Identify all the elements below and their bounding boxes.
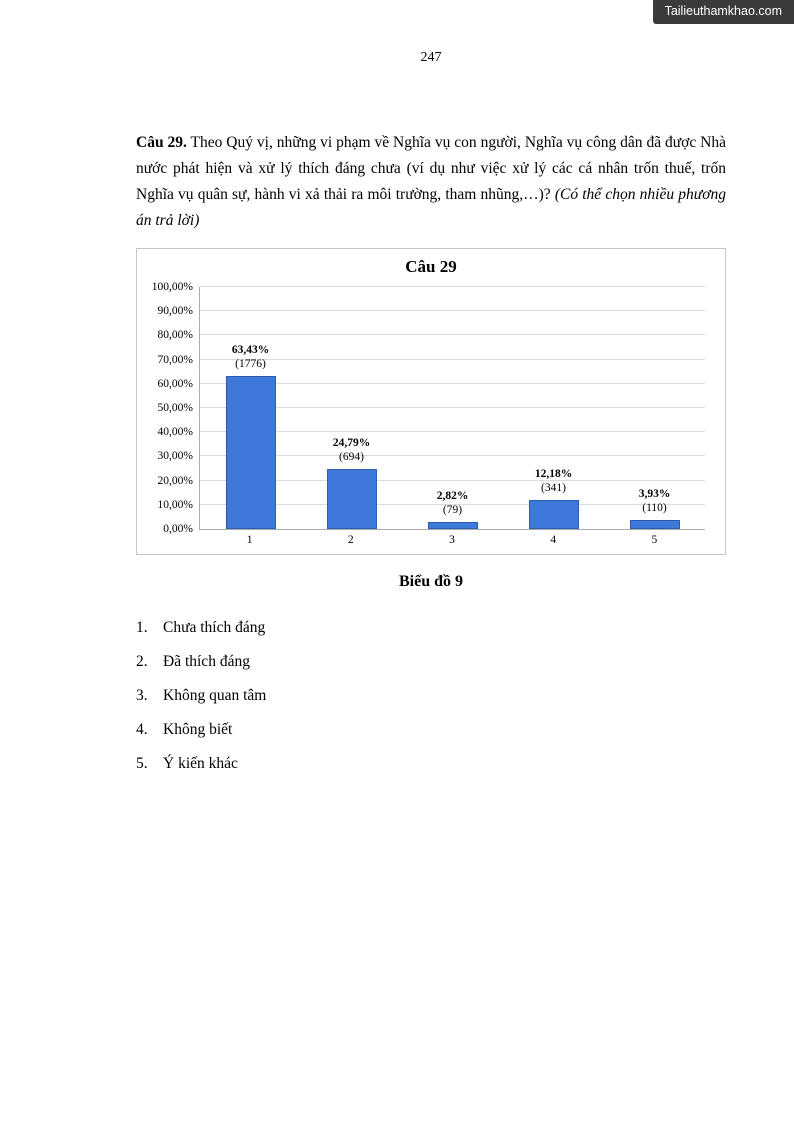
list-item (136, 713, 726, 747)
chart-caption: Biểu đồ 9 (398, 573, 463, 590)
bar-percent: 3,93% (638, 487, 671, 500)
bar-label (291, 436, 412, 464)
option-label: Không quan tâm (163, 687, 267, 704)
bar-count: (79) (442, 504, 463, 517)
chart-body (137, 281, 725, 546)
option-label: Đã thích đáng (163, 653, 250, 670)
bar-slot (503, 287, 604, 529)
bar-slot (301, 287, 402, 529)
bar (428, 522, 478, 529)
x-tick-label: 3 (449, 534, 455, 546)
list-item (136, 645, 726, 679)
plot-area (199, 287, 705, 530)
question-body: Theo Quý vị, những vi phạm về Nghĩa vụ con người, Nghĩa vụ công dân đã được Nhà nước phát hiện và xử lý thích đáng chưa (ví dụ như việc xử lý các cá nhân trốn thuế, trốn Nghĩa vụ quân sự, hành vi xả thải ra môi trường, tham nhũng,…)? (136, 134, 726, 203)
bar (630, 520, 680, 530)
bar-percent: 12,18% (534, 467, 573, 480)
chart-title: Câu 29 (405, 257, 457, 276)
question-paragraph (136, 130, 726, 234)
bar-percent: 24,79% (332, 437, 371, 450)
question-note: (Có thể chọn nhiều phương án trả lời) (136, 186, 726, 229)
bar-slot (402, 287, 503, 529)
y-tick-label: 20,00% (157, 474, 193, 487)
x-tick-label: 1 (246, 534, 253, 546)
bar-label (594, 487, 715, 515)
option-number: 3. (136, 687, 148, 704)
option-label: Chưa thích đáng (163, 619, 266, 636)
plot-wrap (199, 287, 705, 546)
question-label: Câu 29. (136, 134, 187, 151)
y-tick-label: 60,00% (157, 377, 193, 390)
y-tick-label: 100,00% (151, 281, 193, 293)
bar-slot (200, 287, 301, 529)
watermark-badge[interactable] (653, 0, 794, 24)
list-item (136, 611, 726, 645)
watermark-text: Tailieuthamkhao.com (664, 4, 782, 18)
bar-percent: 2,82% (436, 490, 469, 503)
bar (529, 500, 579, 529)
option-number: 4. (136, 721, 148, 738)
bar-chart (136, 248, 726, 555)
option-number: 1. (136, 619, 148, 636)
bar-count: (110) (642, 501, 667, 514)
bar-label (190, 343, 311, 371)
list-item (136, 679, 726, 713)
x-tick-label: 4 (550, 534, 557, 546)
bar (327, 469, 377, 529)
option-number: 2. (136, 653, 148, 670)
option-label: Ý kiến khác (163, 755, 238, 772)
x-tick-label: 5 (651, 534, 658, 546)
bar-count: (1776) (235, 357, 266, 370)
y-tick-label: 10,00% (157, 498, 193, 511)
page-content (136, 0, 726, 781)
bars (200, 287, 705, 529)
y-tick-label: 30,00% (157, 450, 193, 463)
y-tick-label: 0,00% (163, 523, 193, 535)
bar-percent: 63,43% (231, 343, 270, 356)
bar-slot (604, 287, 705, 529)
bar-count: (694) (339, 451, 364, 464)
option-number: 5. (136, 755, 148, 772)
y-axis (137, 281, 199, 535)
list-item (136, 747, 726, 781)
x-axis (199, 534, 705, 546)
y-tick-label: 80,00% (157, 329, 193, 342)
y-tick-label: 70,00% (157, 353, 193, 366)
y-tick-label: 40,00% (157, 426, 193, 439)
x-tick-label: 2 (347, 534, 354, 546)
option-label: Không biết (163, 721, 233, 738)
page-number: 247 (420, 50, 442, 65)
options-list (136, 611, 726, 781)
y-tick-label: 50,00% (157, 402, 193, 414)
y-tick-label: 90,00% (157, 305, 193, 318)
bar (226, 376, 276, 530)
bar-count: (341) (541, 481, 566, 494)
